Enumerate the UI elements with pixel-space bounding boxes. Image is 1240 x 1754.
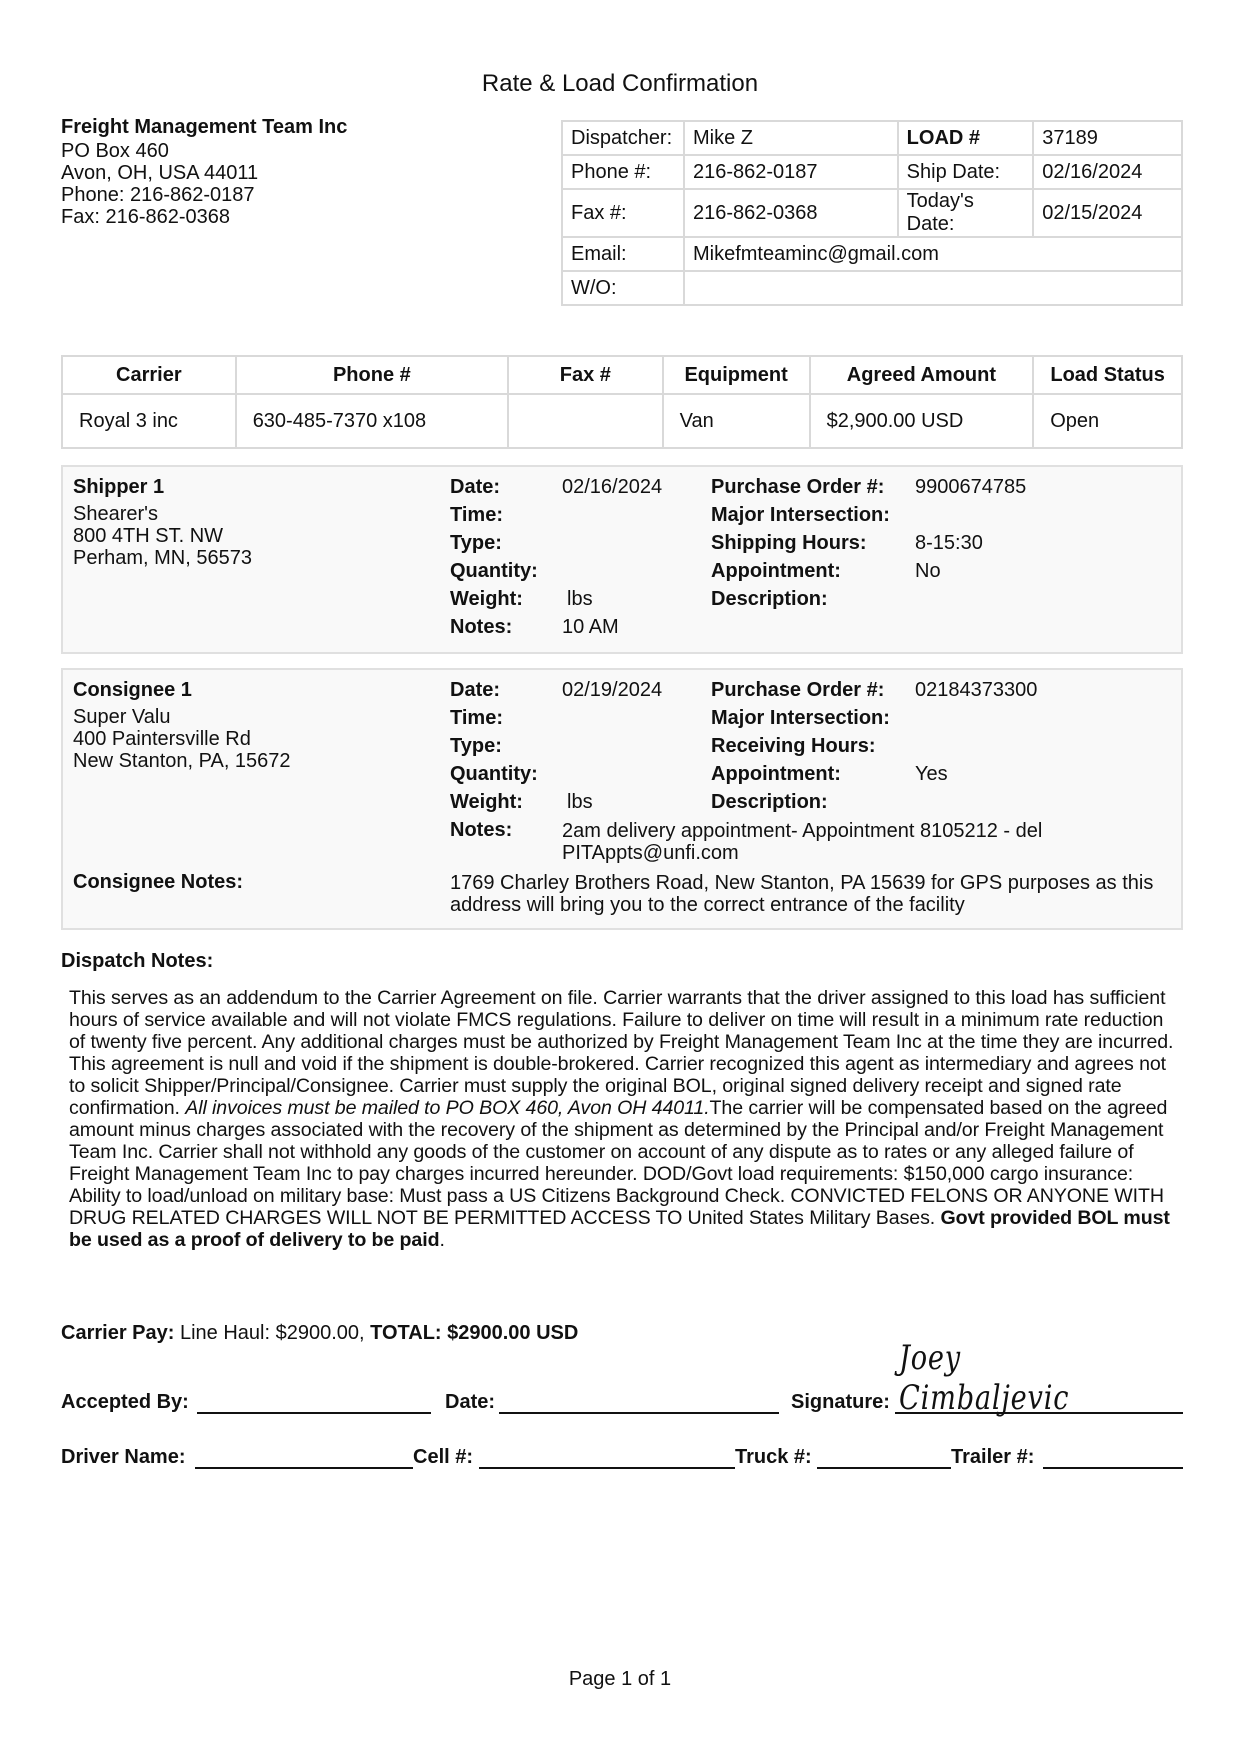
work-order-value [684,271,1182,305]
consignee-po: 02184373300 [915,679,1038,701]
dispatch-notes-text [69,987,1181,1251]
consignee-type-label: Type: [450,735,502,757]
shipper-po: 9900674785 [915,476,1027,498]
acceptance-row [61,1338,1183,1420]
shipper-time-label: Time: [450,504,503,526]
shipper-type-label: Type: [450,532,502,554]
column-header-phone: Phone # [236,356,508,394]
carrier-pay-total: TOTAL: $2900.00 USD [370,1322,579,1344]
driver-name-label: Driver Name: [61,1446,186,1468]
carrier-pay [61,1322,578,1345]
email-value: Mikefmteaminc@gmail.com [684,237,1182,271]
consignee-quantity-label: Quantity: [450,763,538,785]
dispatcher-value: Mike Z [684,121,898,155]
carrier-equipment: Van [663,394,810,448]
carrier-table-header [62,356,1182,394]
consignee-city: New Stanton, PA, 15672 [73,750,291,772]
carrier-table [61,355,1183,449]
consignee-description-label: Description: [711,791,828,813]
carrier-name: Royal 3 inc [62,394,236,448]
truck-label: Truck #: [735,1446,812,1468]
ship-date-value: 02/16/2024 [1033,155,1182,189]
todays-date-value: 02/15/2024 [1033,189,1182,237]
consignee-street: 400 Paintersville Rd [73,728,251,750]
consignee-po-label: Purchase Order #: [711,679,885,701]
load-number-label: LOAD # [898,121,1034,155]
consignee-hours-label: Receiving Hours: [711,735,876,757]
accept-date-field[interactable] [499,1410,779,1414]
consignee-intersection-label: Major Intersection: [711,707,890,729]
consignee-section [61,668,1183,930]
consignee-weight: lbs [567,791,593,813]
carrier-fax [508,394,663,448]
consignee-weight-label: Weight: [450,791,523,813]
load-number-value: 37189 [1033,121,1182,155]
shipper-hours: 8-15:30 [915,532,983,554]
shipper-quantity-label: Quantity: [450,560,538,582]
shipper-name: Shearer's [73,503,158,525]
trailer-field[interactable] [1043,1465,1183,1469]
consignee-date: 02/19/2024 [562,679,663,701]
carrier-pay-label: Carrier Pay: [61,1322,175,1344]
shipper-po-label: Purchase Order #: [711,476,885,498]
driver-row [61,1435,1183,1475]
signature-label: Signature: [791,1391,890,1413]
table-row [62,394,1182,448]
consignee-name: Super Valu [73,706,171,728]
cell-label: Cell #: [413,1446,474,1468]
todays-date-label: Today's Date: [898,189,1034,237]
fax-label: Fax #: [562,189,684,237]
handwritten-signature: Joey Cimbaljevic [899,1338,1070,1418]
consignee-notes-text-line2: address will bring you to the correct entrance of the facility [450,894,965,916]
dispatch-info-table [561,120,1183,306]
consignee-title: Consignee 1 [73,679,192,701]
dispatch-notes-invoice-address: All invoices must be mailed to PO BOX 460, Avon OH 44011. [185,1097,710,1119]
trailer-label: Trailer #: [951,1446,1035,1468]
dispatch-notes-end: . [439,1229,445,1251]
dispatch-notes-bol-requirement: Govt provided BOL must be used as a proof of delivery to be paid [69,1207,1170,1251]
shipper-section [61,465,1183,654]
shipper-appointment: No [915,560,941,582]
column-header-fax: Fax # [508,356,663,394]
column-header-equipment: Equipment [663,356,810,394]
page-title: Rate & Load Confirmation [481,70,759,97]
work-order-row [562,271,1182,305]
fax-row [562,189,1182,237]
company-block [61,116,347,228]
consignee-notes [562,820,1042,864]
shipper-intersection-label: Major Intersection: [711,504,890,526]
consignee-notes-line2: PITAppts@unfi.com [562,842,739,864]
company-name: Freight Management Team Inc [61,116,348,138]
dispatcher-label: Dispatcher: [562,121,684,155]
company-address-line1: PO Box 460 [61,140,169,162]
dispatcher-row [562,121,1182,155]
page-number: Page 1 of 1 [568,1668,672,1690]
consignee-notes-text [450,872,1153,916]
consignee-time-label: Time: [450,707,503,729]
carrier-pay-line-haul: Line Haul: $2900.00, [174,1322,371,1344]
dispatch-notes-part-a: This serves as an addendum to the Carrier Agreement on file. Carrier warrants that the driver assigned to this load has sufficient hours of service available and will not violate FMCS regulations. Failure to deliver on time will result in a minimum rate reduction of twenty five percent. Any additional charges must be authorized by Freight Management Team Inc at the time they are incurred. This agreement is null and void if the shipment is double-brokered. Carrier recognized this agent as intermediary and agrees not to solicit Shipper/Principal/Consignee. Carrier must supply the original BOL, original signed delivery receipt and signed rate confirmation. [69,987,1174,1119]
shipper-notes: 10 AM [562,616,619,638]
accepted-by-label: Accepted By: [61,1391,189,1413]
accepted-by-field[interactable] [197,1410,431,1414]
shipper-street: 800 4TH ST. NW [73,525,224,547]
company-phone: Phone: 216-862-0187 [61,184,255,206]
shipper-date: 02/16/2024 [562,476,663,498]
truck-field[interactable] [817,1465,951,1469]
shipper-city: Perham, MN, 56573 [73,547,252,569]
accept-date-label: Date: [445,1391,496,1413]
carrier-phone: 630-485-7370 x108 [236,394,508,448]
consignee-notes-line1: 2am delivery appointment- Appointment 8105212 - del [562,820,1043,842]
company-address-line2: Avon, OH, USA 44011 [61,162,259,184]
email-row [562,237,1182,271]
column-header-load-status: Load Status [1033,356,1182,394]
column-header-carrier: Carrier [62,356,236,394]
fax-value: 216-862-0368 [684,189,898,237]
consignee-notes-label: Notes: [450,819,513,841]
consignee-appointment: Yes [915,763,948,785]
ship-date-label: Ship Date: [898,155,1034,189]
shipper-appointment-label: Appointment: [711,560,841,582]
shipper-description-label: Description: [711,588,828,610]
driver-name-field[interactable] [195,1465,413,1469]
phone-label: Phone #: [562,155,684,189]
cell-field[interactable] [479,1465,735,1469]
phone-value: 216-862-0187 [684,155,898,189]
shipper-date-label: Date: [450,476,501,498]
consignee-notes-text-line1: 1769 Charley Brothers Road, New Stanton, PA 15639 for GPS purposes as this [450,872,1154,894]
carrier-load-status: Open [1033,394,1182,448]
work-order-label: W/O: [562,271,684,305]
consignee-notes-heading: Consignee Notes: [73,871,244,893]
email-label: Email: [562,237,684,271]
consignee-appointment-label: Appointment: [711,763,841,785]
shipper-hours-label: Shipping Hours: [711,532,867,554]
shipper-weight-label: Weight: [450,588,523,610]
dispatch-notes-part-b: The carrier will be compensated based on the agreed amount minus charges associated with the recovery of the shipment as determined by the Principal and/or Freight Management Team Inc. Carrier shall not withhold any goods of the customer on account of any dispute as to rates or any alleged failure of Freight Management Team Inc to pay charges incurred hereunder. DOD/Govt load requirements: $150,000 cargo insurance: Ability to load/unload on military base: Must pass a US Citizens Background Check. CONVICTED FELONS OR ANYONE WITH DRUG RELATED CHARGES WILL NOT BE PERMITTED ACCESS TO United States Military Bases. [69,1097,1168,1229]
company-fax: Fax: 216-862-0368 [61,206,231,228]
phone-row [562,155,1182,189]
carrier-agreed-amount: $2,900.00 USD [810,394,1034,448]
shipper-address [73,503,252,569]
shipper-title: Shipper 1 [73,476,165,498]
consignee-address [73,706,291,772]
column-header-agreed-amount: Agreed Amount [810,356,1034,394]
shipper-weight: lbs [567,588,593,610]
shipper-notes-label: Notes: [450,616,513,638]
dispatch-notes-label: Dispatch Notes: [61,950,214,972]
consignee-date-label: Date: [450,679,501,701]
